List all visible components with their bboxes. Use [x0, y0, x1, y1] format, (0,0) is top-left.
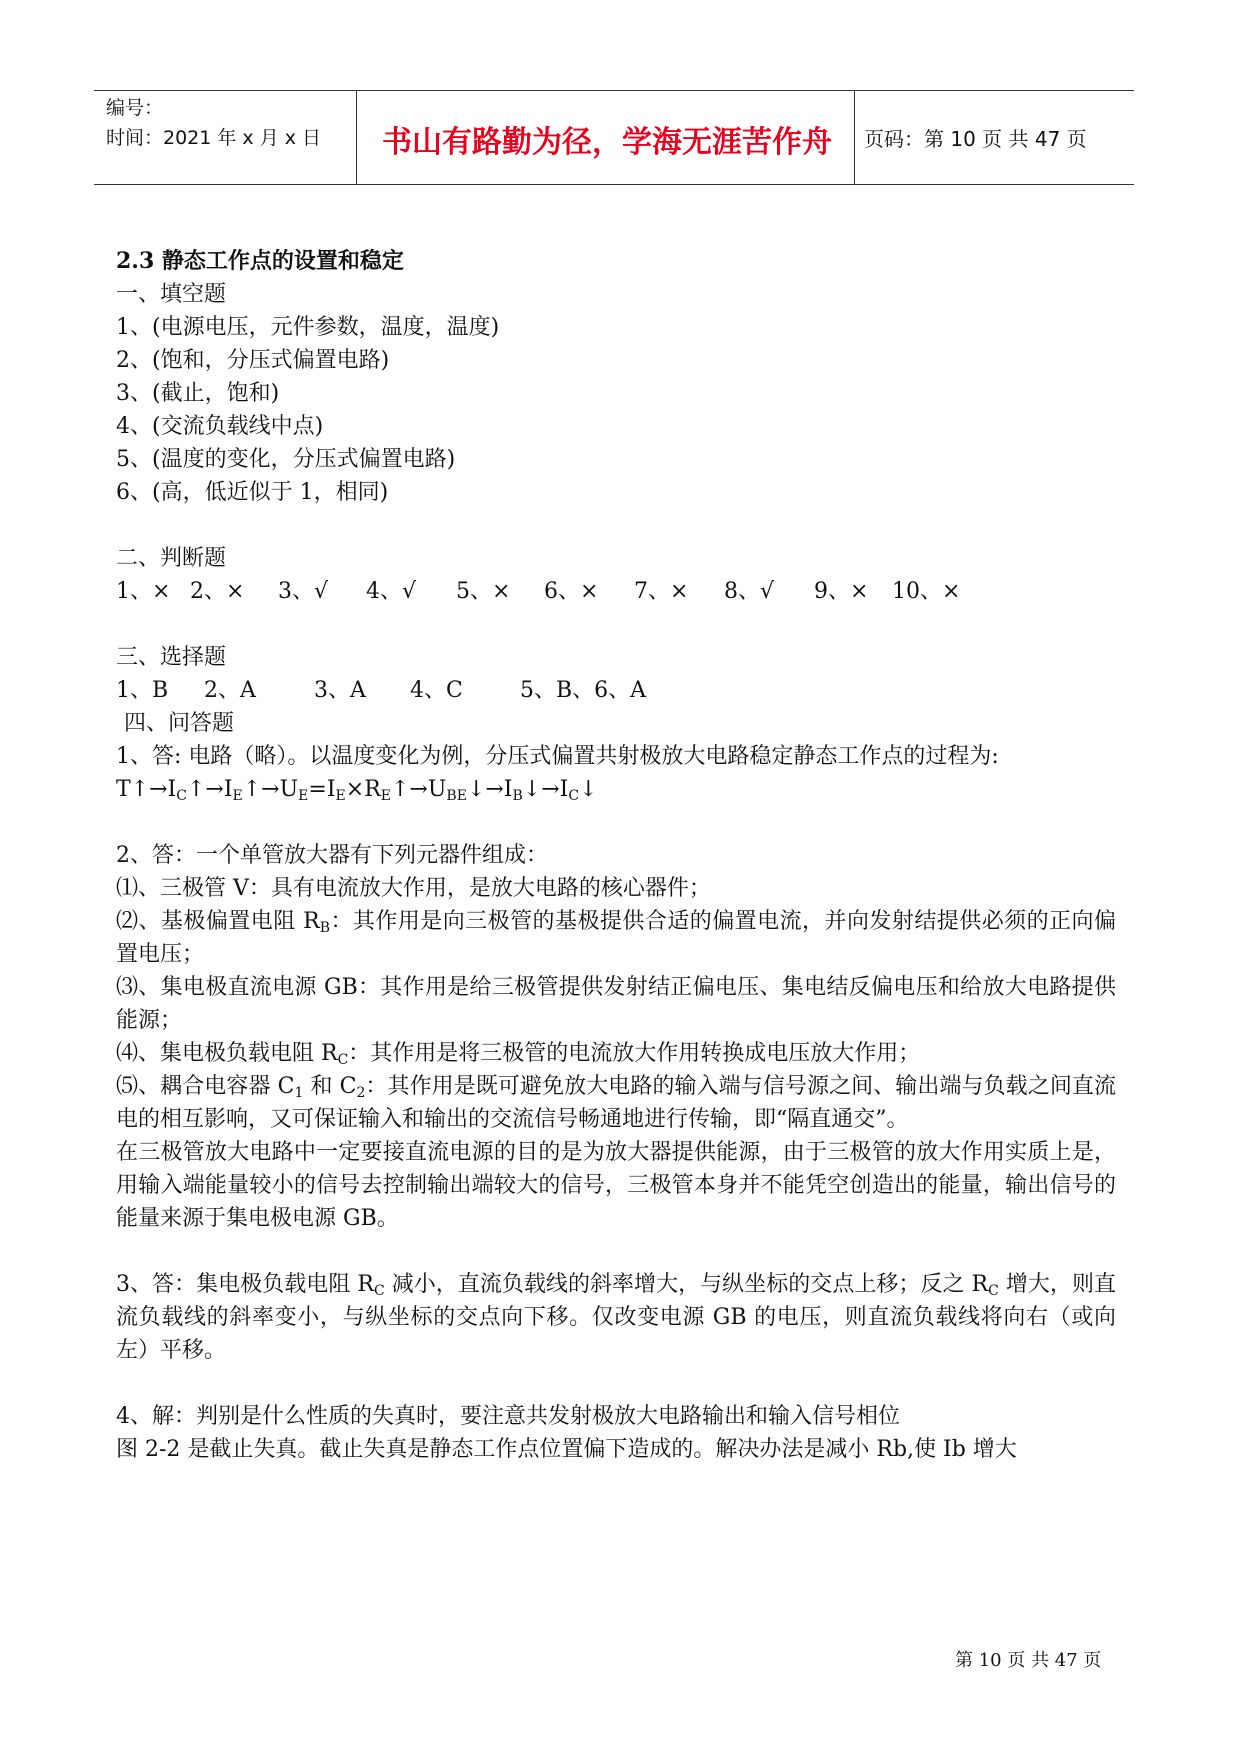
fill-answer: 4、(交流负载线中点) [116, 414, 324, 439]
q2-item: ⑵、基极偏置电阻 $R_B$：其作用是向三极管的基极提供合适的偏置电流，并向发射结提供必须的正向偏置电压； [116, 909, 1116, 967]
header-id: 编号： [106, 97, 164, 119]
q2-item: ⑴、三极管 V：具有电流放大作用，是放大电路的核心器件； [116, 876, 711, 901]
q3-answer: 3、答：集电极负载电阻 $R_C$ 减小，直流负载线的斜率增大，与纵坐标的交点上移；反之 $R_C$ 增大，则直流负载线的斜率变小，与纵坐标的交点向下移。仅改变电源 GB 的电压，则直流负载线将向右（或向左）平移。 [116, 1272, 1116, 1363]
part2-title: 二、判断题 [116, 546, 227, 571]
q2-item: ⑷、集电极负载电阻 $R_C$：其作用是将三极管的电流放大作用转换成电压放大作用； [116, 1041, 921, 1068]
tf-answer: 3、√ [278, 579, 329, 604]
tf-answer: 8、√ [724, 579, 775, 604]
q4-answer: 图 2-2 是截止失真。截止失真是静态工作点位置偏下造成的。解决办法是减小 Rb,使 Ib 增大 [116, 1437, 1017, 1462]
header-time: 时间：2021 年 x 月 x 日 [106, 127, 322, 149]
tf-answer: 1、× [116, 579, 171, 604]
tf-answer: 7、× [634, 579, 689, 604]
header-motto: 书山有路勤为径，学海无涯苦作舟 [382, 125, 832, 160]
mc-answer: 4、C [410, 678, 463, 703]
q2-summary: 在三极管放大电路中一定要接直流电源的目的是为放大器提供能源，由于三极管的放大作用实质上是，用输入端能量较小的信号去控制输出端较大的信号，三极管本身并不能凭空创造出的能量，输出信号的能量来源于集电极电源 GB。 [116, 1140, 1116, 1231]
header-divider [356, 91, 357, 184]
header-page-number: 页码：第 10 页 共 47 页 [864, 127, 1087, 151]
q4-answer: 4、解：判别是什么性质的失真时，要注意共发射极放大电路输出和输入信号相位 [116, 1404, 900, 1429]
part3-title: 三、选择题 [116, 645, 227, 670]
judgement-answers [116, 575, 1116, 608]
document-body [116, 245, 1116, 1466]
part4-title: 四、问答题 [124, 711, 235, 736]
mc-answer: 3、A [314, 678, 366, 703]
q2-item: ⑸、耦合电容器 $C_1$ 和 $C_2$：其作用是既可避免放大电路的输入端与信号源之间、输出端与负载之间直流电的相互影响，又可保证输入和输出的交流信号畅通地进行传输，即“隔直通交”。 [116, 1074, 1116, 1132]
q1-answer: 1、答: 电路（略）。以温度变化为例，分压式偏置共射极放大电路稳定静态工作点的过程为: [116, 744, 999, 769]
tf-answer: 9、× [814, 579, 869, 604]
tf-answer: 5、× [456, 579, 511, 604]
tf-answer: 10、× [892, 579, 961, 604]
mc-answer: 2、A [204, 678, 256, 703]
section-title: 2.3 静态工作点的设置和稳定 [116, 248, 404, 274]
q1-formula: $T↑\to I_C↑\to I_E↑\to U_E=I_E\times R_E↑\to U_{BE}↓\to I_B↓\to I_C↓$ [116, 777, 598, 804]
fill-answer: 6、(高，低近似于 1，相同) [116, 480, 389, 505]
header-meta [106, 93, 321, 153]
page-header [94, 90, 1134, 185]
fill-answer: 3、(截止，饱和) [116, 381, 280, 406]
fill-answer: 5、(温度的变化，分压式偏置电路) [116, 447, 456, 472]
part1-title: 一、填空题 [116, 282, 227, 307]
header-divider [854, 91, 855, 184]
mc-answer: 1、B [116, 678, 169, 703]
q2-intro: 2、答：一个单管放大器有下列元器件组成： [116, 843, 548, 868]
tf-answer: 2、× [190, 579, 245, 604]
tf-answer: 4、√ [366, 579, 417, 604]
page-footer: 第 10 页 共 47 页 [955, 1650, 1102, 1671]
fill-answer: 1、(电源电压，元件参数，温度，温度) [116, 315, 500, 340]
choice-answers [116, 674, 1116, 707]
q2-item: ⑶、集电极直流电源 GB：其作用是给三极管提供发射结正偏电压、集电结反偏电压和给放大电路提供能源； [116, 975, 1116, 1033]
tf-answer: 6、× [544, 579, 599, 604]
fill-answer: 2、(饱和，分压式偏置电路) [116, 348, 390, 373]
mc-answer: 5、B、6、A [520, 678, 647, 703]
